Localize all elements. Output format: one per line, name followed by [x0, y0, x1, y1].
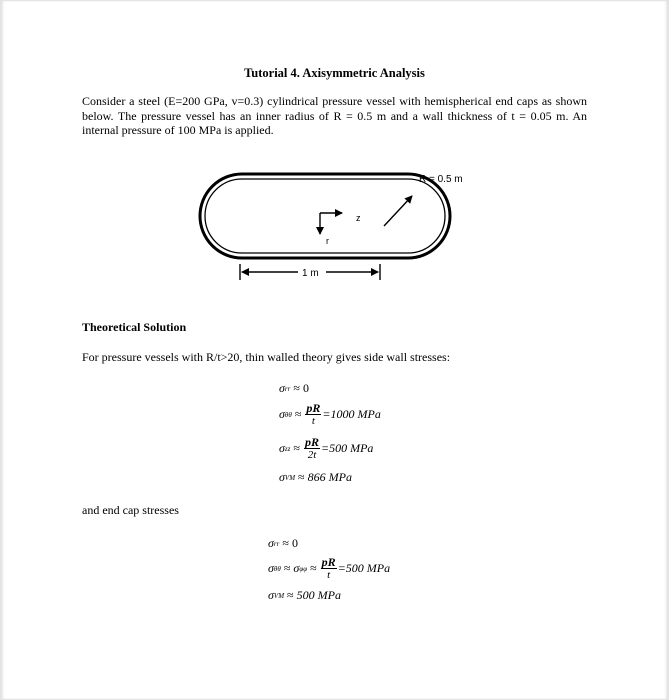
end-cap-sigma-vm: σ VM ≈ 500 MPa [268, 588, 341, 602]
side-wall-sigma-rr: σ rr ≈ 0 [279, 381, 309, 395]
r-label: r [326, 236, 329, 246]
page-title: Tutorial 4. Axisymmetric Analysis [244, 66, 425, 80]
side-wall-sigma-theta: σ θθ ≈ $\frac{pR}{t}$ =1000 MPa [279, 401, 381, 427]
radius-arrow [384, 196, 412, 226]
theoretical-solution-heading: Theoretical Solution [82, 320, 187, 334]
side-wall-sigma-zz: σ zz ≈ $\frac{pR}{2t}$ =500 MPa [279, 435, 374, 461]
z-label: z [356, 213, 361, 223]
vessel-outer-wall [200, 174, 450, 258]
problem-statement: Consider a steel (E=200 GPa, v=0.3) cylindrical pressure vessel with hemispherical end caps as shown below. The pressure vessel has an inner radius of R = 0.5 m and a wall thickness of t = 0.05 m. An internal pressure of 100 MPa is applied. [82, 94, 587, 137]
side-wall-sigma-vm: σ VM ≈ 866 MPa [279, 470, 352, 484]
length-label: 1 m [302, 268, 319, 279]
end-cap-sigma-theta-phi: σ θθ ≈ σ φφ ≈ $\frac{pR}{t}$ =500 MPa [268, 555, 391, 581]
end-cap-intro: and end cap stresses [82, 503, 179, 517]
vessel-inner-wall [205, 179, 445, 253]
fraction: $\frac{pR}{2t}$ [304, 435, 319, 461]
side-wall-intro: For pressure vessels with R/t>20, thin walled theory gives side wall stresses: [82, 350, 451, 364]
fraction: $\frac{pR}{t}$ [306, 401, 321, 427]
radius-label: R = 0.5 m [419, 174, 463, 185]
fraction: $\frac{pR}{t}$ [321, 555, 336, 581]
end-cap-sigma-rr: σ rr ≈ 0 [268, 536, 298, 550]
